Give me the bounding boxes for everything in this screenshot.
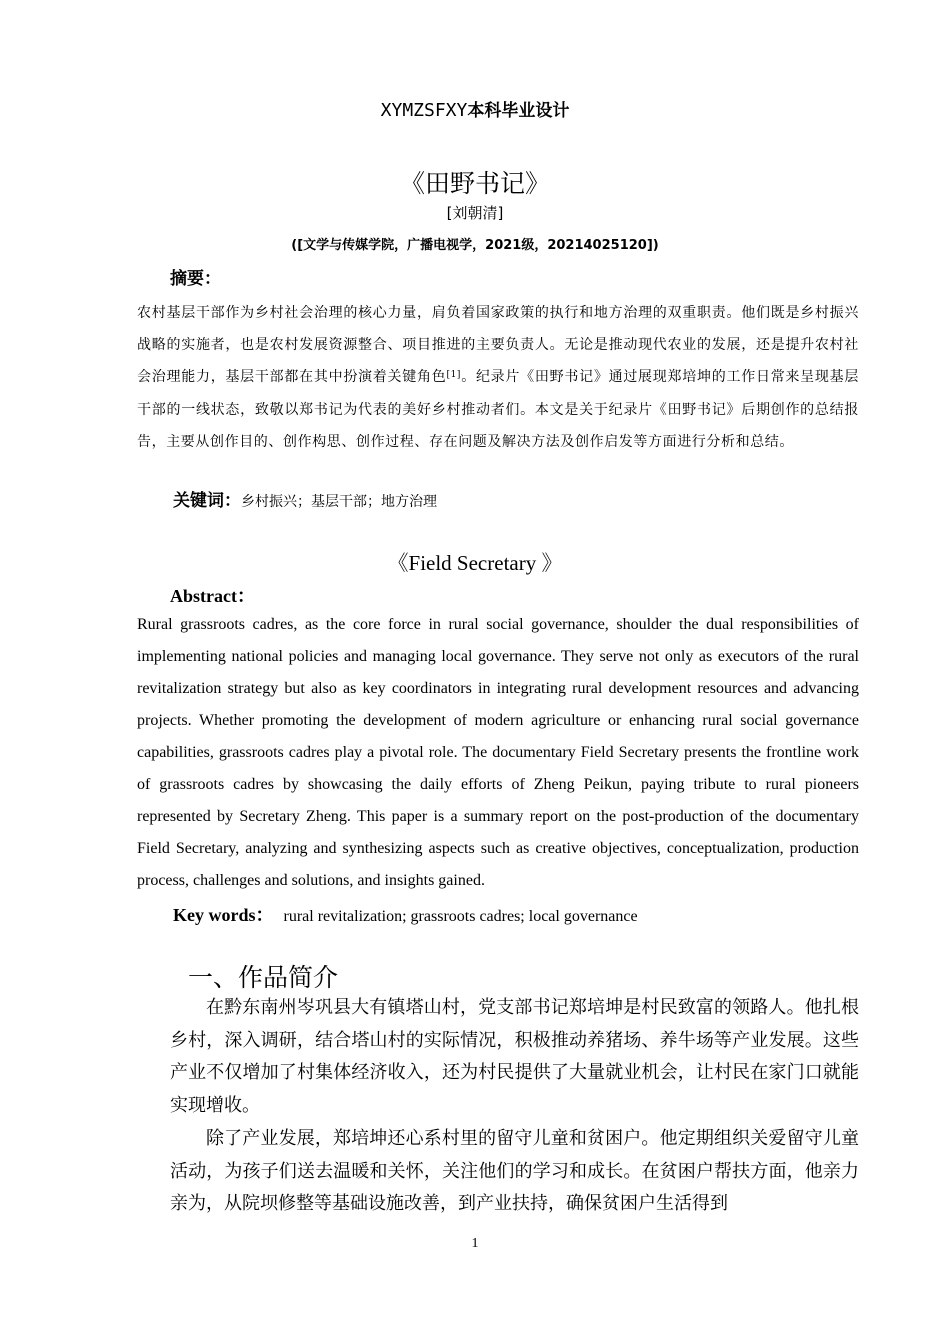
body-paragraph: 在黔东南州岑巩县大有镇塔山村，党支部书记郑培坤是村民致富的领路人。他扎根乡村，深入调研，结合塔山村的实际情况，积极推动养猪场、养牛场等产业发展。这些产业不仅增加了村集体经济收入，还为村民提供了大量就业机会，让村民在家门口就能实现增收。 <box>170 997 859 1117</box>
author-name: [刘朝清] <box>446 204 504 222</box>
abstract-cn-text-1: 农村基层干部作为乡村社会治理的核心力量，肩负着国家政策的执行和地方治理的双重职责。他们既是乡村振兴战略的实施者，也是农村发展资源整合、项目推进的主要负责人。无论是推动现代农业的发展，还是提升农村社会治理能力，基层干部都在其中扮演着关键角色 <box>137 305 859 386</box>
keywords-en-value: rural revitalization; grassroots cadres; local governance <box>283 908 638 925</box>
document-header <box>0 96 950 121</box>
title-english: 《Field Secretary 》 <box>387 551 563 575</box>
body-paragraph: 除了产业发展，郑培坤还心系村里的留守儿童和贫困户。他定期组织关爱留守儿童活动，为孩子们送去温暖和关怀，关注他们的学习和成长。在贫困户帮扶方面，他亲力亲为，从院坝修整等基础设施改善，到产业扶持，确保贫困户生活得到 <box>170 1127 859 1215</box>
abstract-cn-body <box>137 297 859 458</box>
author-affiliation: ([文学与传媒学院，广播电视学，2021级，20214025120]) <box>291 238 659 253</box>
keywords-en-label: Key words： <box>173 905 274 925</box>
header-code: XYMZSFXY <box>380 100 468 121</box>
keywords-cn <box>173 486 437 511</box>
abstract-cn-label: 摘要： <box>170 269 221 289</box>
section-body <box>170 992 859 1221</box>
section-heading: 一、作品简介 <box>188 963 339 992</box>
page-number: 1 <box>471 1236 479 1251</box>
keywords-cn-label: 关键词： <box>173 491 241 511</box>
abstract-en-label: Abstract： <box>170 586 255 606</box>
abstract-en-body: Rural grassroots cadres, as the core force in rural social governance, shoulder the dual responsibilities of implementing national policies and managing local governance. They serve not only as executors of the rural revitalization strategy but also as key coordinators in integrating rural development resources and advancing projects. Whether promoting the development of modern agriculture or enhancing rural social governance capabilities, grassroots cadres play a pivotal role. The documentary Field Secretary presents the frontline work of grassroots cadres by showcasing the daily efforts of Zheng Peikun, paying tribute to rural pioneers represented by Secretary Zheng. This paper is a summary report on the post-production of the documentary Field Secretary, analyzing and synthesizing aspects such as creative objectives, conceptualization, production process, challenges and solutions, and insights gained. <box>137 616 859 889</box>
title-chinese: 《田野书记》 <box>399 169 550 198</box>
abstract-cn-text-2: 。纪录片《田野书记》通过展现郑培坤的工作日常来呈现基层干部的一线状态，致敬以郑书记为代表的美好乡村推动者们。本文是关于纪录片《田野书记》后期创作的总结报告，主要从创作目的、创作构思、创作过程、存在问题及解决方法及创作启发等方面进行分析和总结。 <box>137 369 859 450</box>
keywords-en <box>173 901 638 927</box>
citation-ref: [1] <box>446 370 462 381</box>
header-title: 本科毕业设计 <box>467 101 570 121</box>
keywords-cn-value: 乡村振兴；基层干部；地方治理 <box>241 494 437 510</box>
